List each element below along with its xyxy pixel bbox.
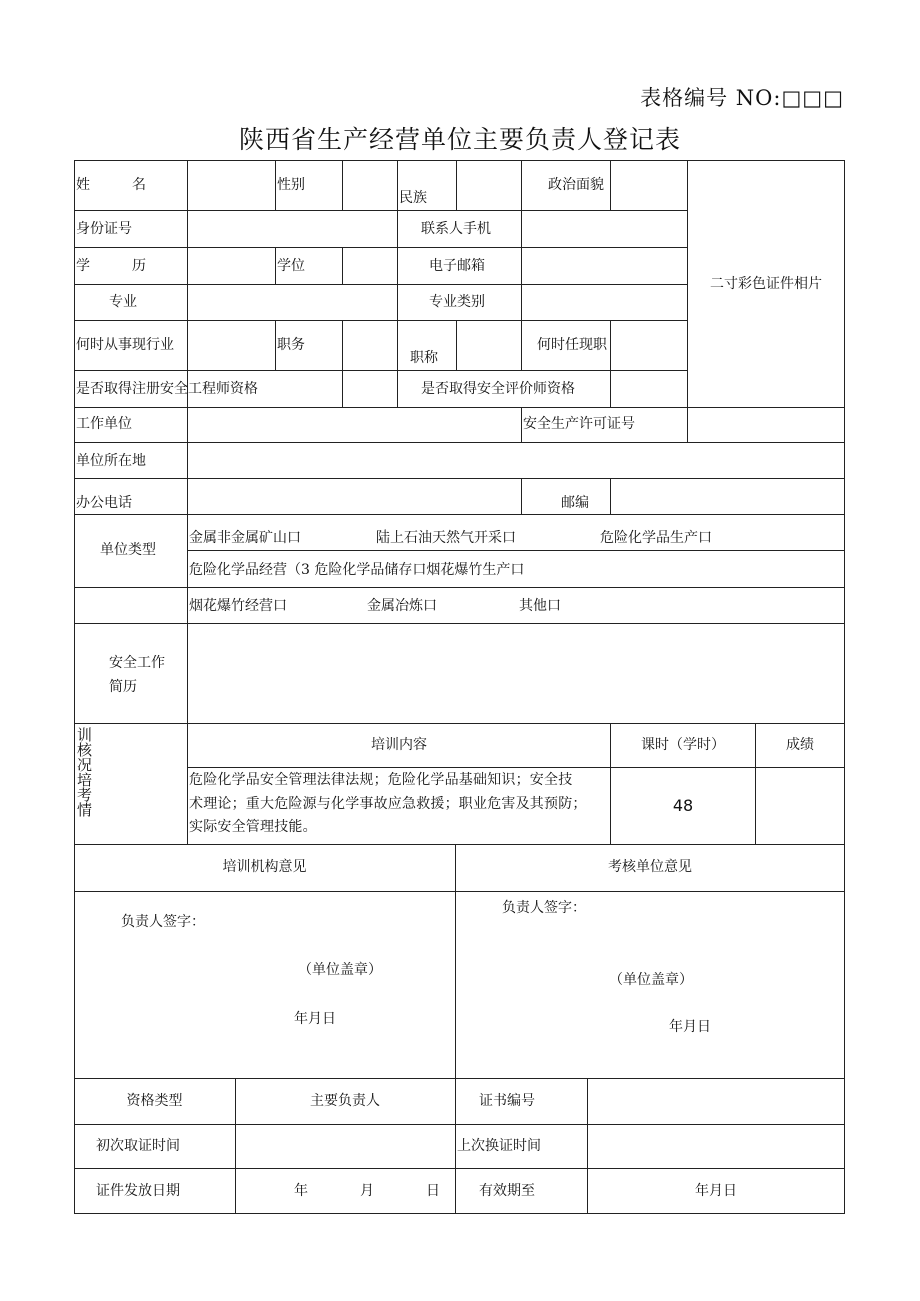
table-rule	[844, 160, 845, 1214]
training-hours-header: 课时（学时）	[641, 737, 725, 753]
table-rule	[187, 550, 845, 551]
table-rule	[455, 1078, 456, 1214]
workplace-label: 工作单位	[76, 416, 132, 432]
contact-phone-label: 联系人手机	[421, 221, 491, 237]
table-rule	[74, 370, 688, 371]
table-rule	[456, 160, 457, 210]
unit-type-option[interactable]: 烟花爆竹经营口	[189, 598, 287, 614]
postcode-label: 邮编	[561, 495, 589, 511]
unit-type-option[interactable]: 金属非金属矿山口	[189, 530, 301, 546]
unit-type-option[interactable]: 陆上石油天然气开采口	[376, 530, 516, 546]
table-rule	[74, 284, 688, 285]
table-rule	[187, 767, 845, 768]
table-rule	[687, 160, 688, 443]
table-rule	[342, 320, 343, 407]
table-rule	[455, 844, 456, 1079]
table-rule	[74, 407, 845, 408]
license-number-label: 安全生产许可证号	[523, 416, 635, 432]
safety-evaluator-label: 是否取得安全评价师资格	[421, 381, 575, 397]
training-org-opinion-header: 培训机构意见	[222, 859, 307, 875]
current-position-since-label: 何时任现职	[537, 337, 607, 353]
unit-type-option[interactable]: 危险化学品生产口	[600, 530, 712, 546]
training-org-signature-label: 负责人签字：	[121, 914, 205, 930]
table-rule	[521, 478, 522, 514]
table-rule	[74, 844, 845, 845]
valid-until-value: 年月日	[695, 1183, 737, 1199]
safety-engineer-label: 是否取得注册安全工程师资格	[76, 381, 258, 397]
politics-label: 政治面貌	[548, 177, 604, 193]
table-rule	[74, 478, 845, 479]
table-rule	[275, 247, 276, 284]
training-hours-value: 48	[672, 796, 694, 815]
safety-resume-label: 简历	[109, 679, 137, 695]
table-rule	[521, 407, 522, 443]
assessment-unit-opinion-header: 考核单位意见	[608, 859, 692, 875]
table-rule	[74, 442, 845, 443]
table-rule	[74, 1124, 845, 1125]
page-title: 陕西省生产经营单位主要负责人登记表	[238, 125, 681, 154]
assessment-unit-seal-label: （单位盖章）	[609, 972, 693, 988]
table-rule	[74, 623, 845, 624]
table-rule	[74, 1078, 845, 1079]
table-rule	[74, 247, 688, 248]
table-rule	[275, 320, 276, 370]
ethnicity-label: 民族	[399, 190, 427, 206]
name-label: 姓 名	[76, 177, 146, 193]
unit-type-option[interactable]: 金属冶炼口	[367, 598, 437, 614]
table-rule	[275, 160, 276, 210]
form-number: 表格编号 NO:□□□	[640, 86, 844, 110]
table-rule	[74, 891, 845, 892]
major-type-label: 专业类别	[429, 294, 485, 310]
table-rule	[74, 160, 75, 1214]
industry-since-label: 何时从事现行业	[76, 337, 174, 353]
registration-form	[74, 160, 845, 1214]
assessment-unit-date-label: 年月日	[669, 1019, 711, 1035]
table-rule	[74, 723, 845, 724]
professional-title-label: 职称	[410, 350, 438, 366]
unit-location-label: 单位所在地	[76, 453, 146, 469]
valid-until-label: 有效期至	[479, 1183, 535, 1199]
table-rule	[342, 247, 343, 284]
table-rule	[610, 160, 611, 210]
table-rule	[74, 1168, 845, 1169]
qualification-type-label: 资格类型	[126, 1093, 183, 1109]
photo-placeholder-label: 二寸彩色证件相片	[710, 276, 822, 292]
training-content-text: 危险化学品安全管理法律法规；危险化学品基础知识；安全技 术理论；重大危险源与化学事故应急救援；职业危害及其预防； 实际安全管理技能。	[189, 772, 587, 835]
last-renewal-time-label: 上次换证时间	[457, 1138, 541, 1154]
unit-type-option[interactable]: 其他口	[519, 598, 561, 614]
unit-type-label: 单位类型	[100, 542, 156, 558]
table-rule	[74, 320, 688, 321]
issue-day-label: 日	[426, 1183, 440, 1199]
table-rule	[456, 320, 457, 370]
qualification-type-value: 主要负责人	[310, 1093, 380, 1109]
table-rule	[74, 160, 845, 161]
table-rule	[74, 514, 845, 515]
unit-type-option[interactable]: 危险化学品经营（3 危险化学品储存口烟花爆竹生产口	[189, 562, 525, 578]
id-number-label: 身份证号	[76, 221, 132, 237]
training-score-header: 成绩	[786, 737, 814, 753]
table-rule	[74, 210, 688, 211]
training-org-seal-label: （单位盖章）	[298, 962, 382, 978]
gender-label: 性别	[277, 177, 305, 193]
training-org-date-label: 年月日	[294, 1011, 336, 1027]
table-rule	[397, 160, 398, 407]
education-label: 学 历	[76, 258, 146, 274]
table-rule	[610, 478, 611, 514]
issue-month-label: 月	[360, 1183, 374, 1199]
office-phone-label: 办公电话	[76, 495, 132, 511]
first-certification-time-label: 初次取证时间	[96, 1138, 180, 1154]
email-label: 电子邮箱	[429, 258, 485, 274]
assessment-unit-signature-label: 负责人签字：	[502, 900, 586, 916]
issue-year-label: 年	[294, 1183, 308, 1199]
table-rule	[610, 320, 611, 407]
safety-resume-label: 安全工作	[109, 655, 165, 671]
training-content-header: 培训内容	[371, 737, 427, 753]
table-rule	[521, 160, 522, 370]
issue-date-label: 证件发放日期	[96, 1183, 180, 1199]
certificate-number-label: 证书编号	[479, 1093, 535, 1109]
table-rule	[342, 160, 343, 210]
degree-label: 学位	[277, 258, 305, 274]
major-label: 专业	[109, 294, 137, 310]
duty-label: 职务	[277, 337, 305, 353]
training-side-label: 训 核 况 培 考 情	[77, 726, 93, 819]
table-rule	[74, 587, 845, 588]
table-rule	[74, 1213, 845, 1214]
